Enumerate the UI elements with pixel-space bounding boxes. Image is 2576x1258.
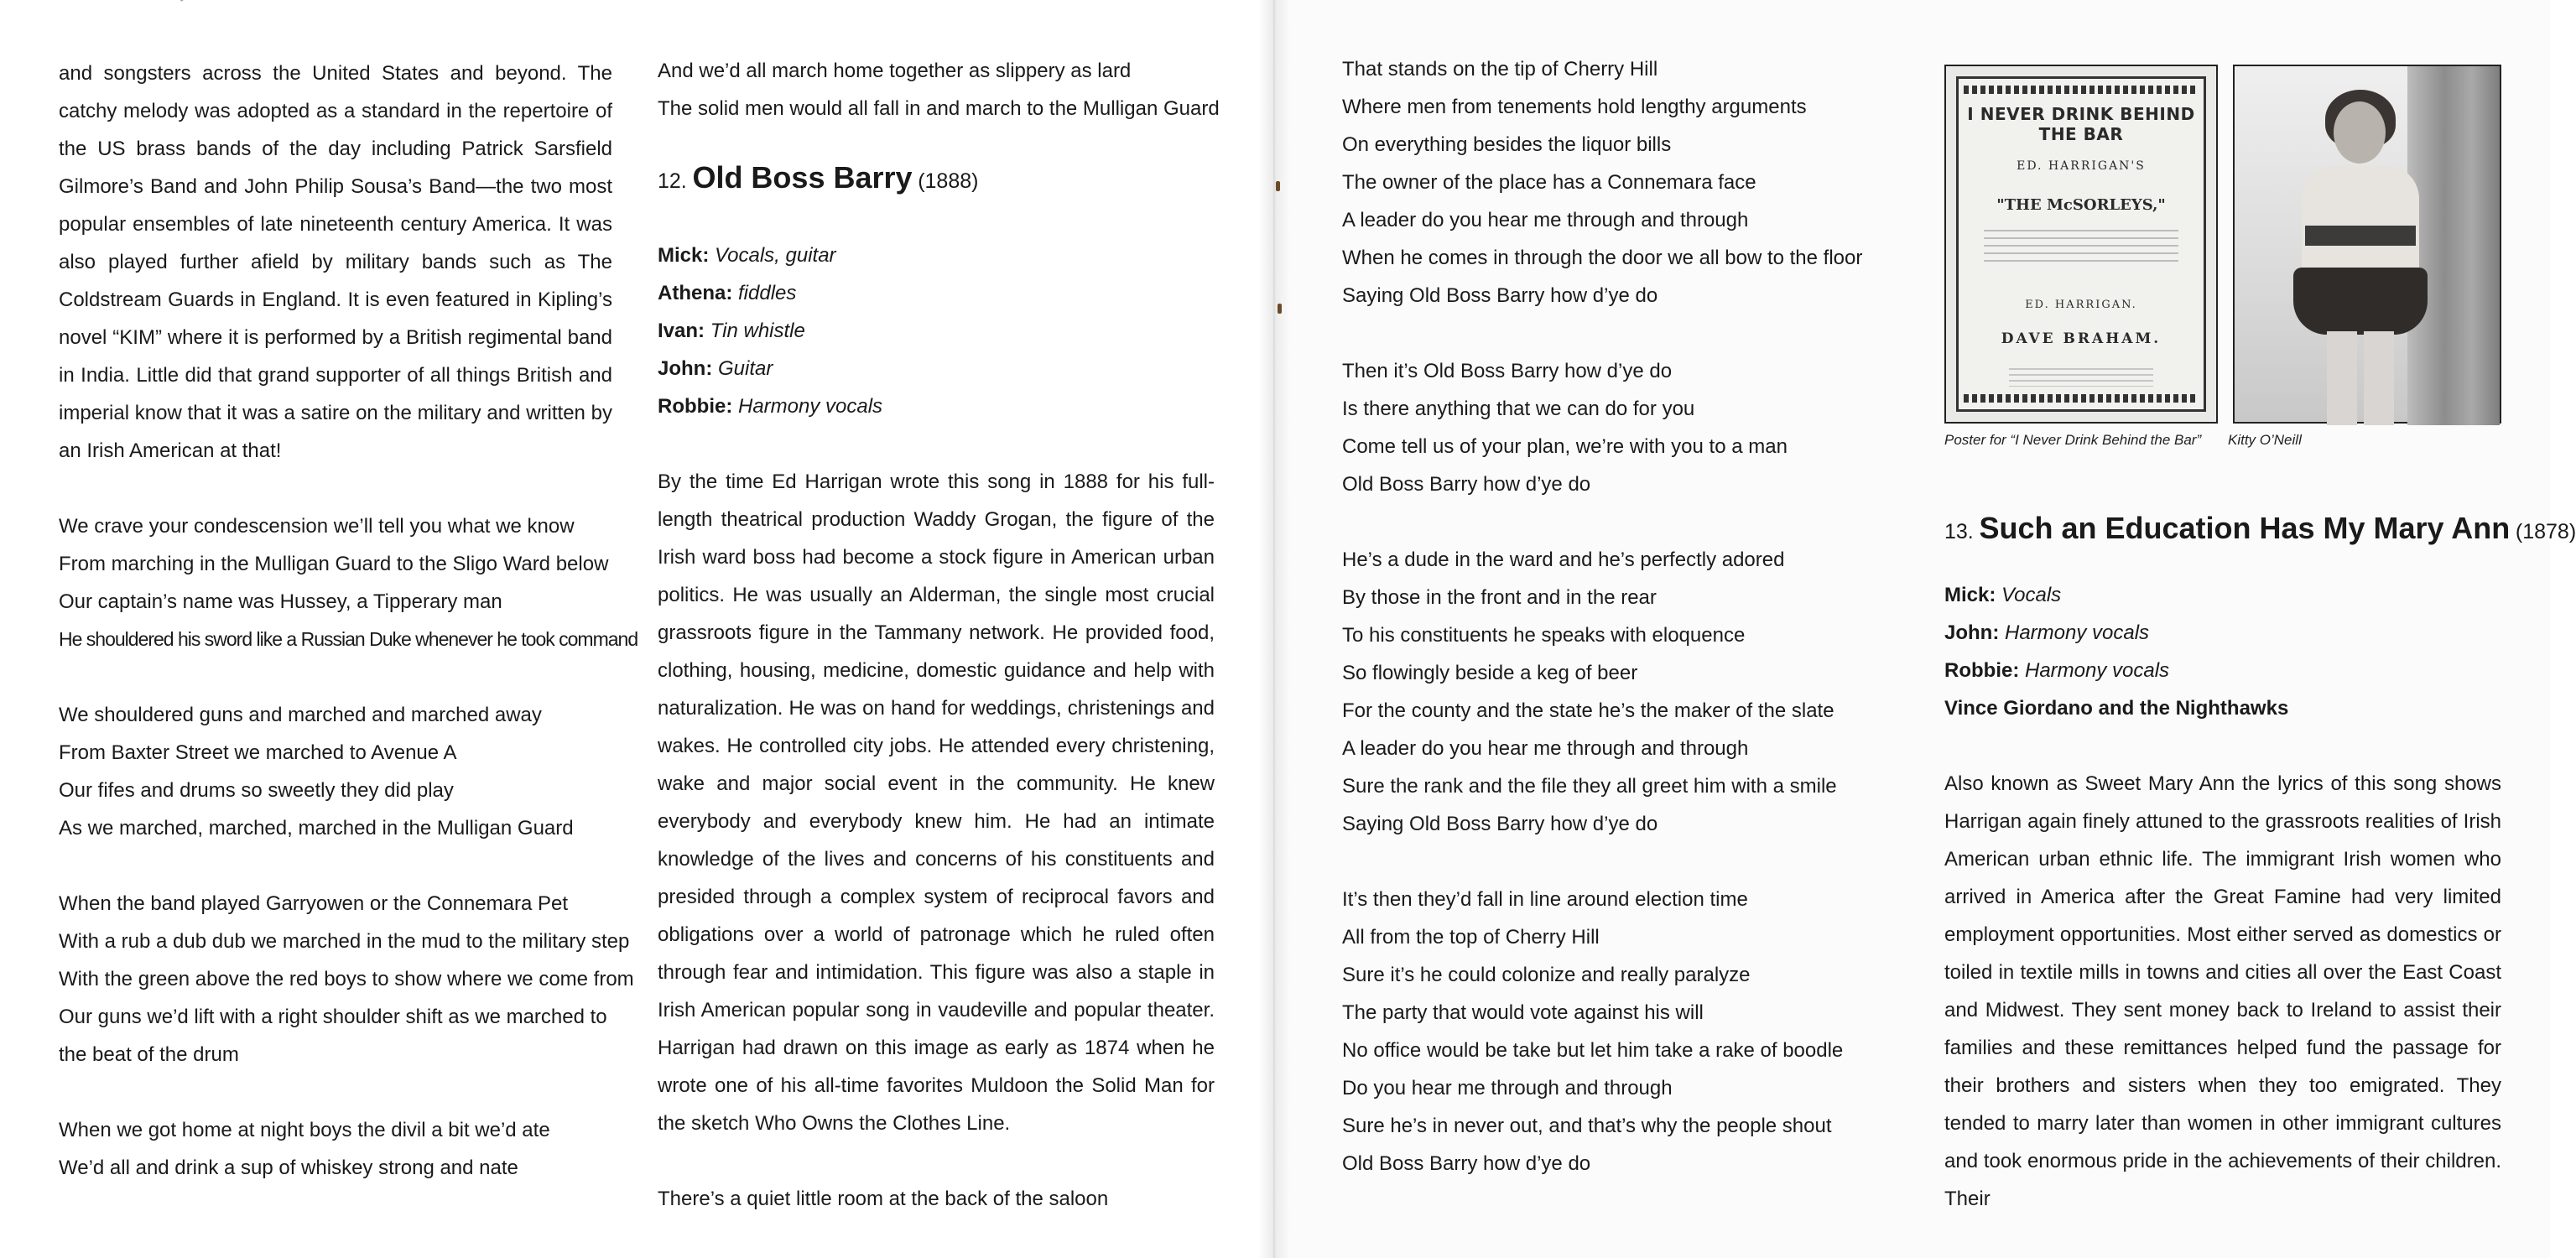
performer-role: Vocals xyxy=(2001,584,2062,606)
lyric-line: Sure he’s in never out, and that’s why the people shout xyxy=(1342,1115,1832,1137)
intro-paragraph: and songsters across the United States and beyond. The catchy melody was adopted as a standard in the repertoire of the US brass bands of the day including Patrick Sarsfield Gilmore’s Band and John Philip Sousa’s Band—the two most popular ensembles of late nineteenth century America. It was also played further afield by military bands such as The Coldstream Guards in England. It is even featured in Kipling’s novel “KIM” where it is performed by a British regimental band in India. Little did that grand supporter of all things British and imperial know that it was a satire on the military and written by an Irish American at that! xyxy=(59,62,612,462)
lyric-line: Saying Old Boss Barry how d’ye do xyxy=(1342,284,1658,307)
song-title: Old Boss Barry xyxy=(692,160,913,195)
photo-skirt xyxy=(2293,268,2428,335)
song-number: 13. xyxy=(1944,520,1974,543)
lyric-line: When he comes in through the door we all bow to the floor xyxy=(1342,247,1863,269)
lyric-line: Then it’s Old Boss Barry how d’ye do xyxy=(1342,360,1673,382)
lyric-line: From Baxter Street we marched to Avenue A xyxy=(59,741,457,764)
lyrics-stanza xyxy=(59,696,612,847)
performer-name: John: xyxy=(658,357,713,380)
performer-credits xyxy=(658,237,1215,425)
lyrics-stanza xyxy=(1342,50,1879,314)
lyrics-stanza xyxy=(1342,352,1879,503)
lyric-line: The owner of the place has a Connemara face xyxy=(1342,171,1756,194)
poster-frame xyxy=(1956,76,2206,412)
photo-sash xyxy=(2305,226,2416,246)
lyric-line: To his constituents he speaks with eloquence xyxy=(1342,624,1746,647)
lyric-line: Where men from tenements hold lengthy arguments xyxy=(1342,96,1807,118)
song-number: 12. xyxy=(658,169,687,193)
credit-line xyxy=(1944,652,2501,689)
lyric-line: Our guns we’d lift with a right shoulder shift as we marched to xyxy=(59,1006,607,1028)
lyrics-stanza xyxy=(1342,541,1879,843)
credit-line xyxy=(1944,576,2501,614)
song-title: Such an Education Has My Mary Ann xyxy=(1979,511,2511,545)
lyric-line: So flowingly beside a keg of beer xyxy=(1342,662,1638,684)
portrait-photo xyxy=(2233,65,2501,424)
credit-line xyxy=(658,350,1215,387)
page-gutter xyxy=(1258,0,1290,1258)
column-2 xyxy=(658,52,1220,1255)
column-3 xyxy=(1342,50,1879,1220)
lyric-line: The solid men would all fall in and march to the Mulligan Guard xyxy=(658,97,1220,120)
lyric-line: Old Boss Barry how d’ye do xyxy=(1342,1152,1591,1175)
lyric-line: A leader do you hear me through and through xyxy=(1342,209,1749,231)
column-1 xyxy=(59,55,638,1224)
performer-name: Mick: xyxy=(1944,584,1996,606)
poster-fine-print xyxy=(2009,368,2153,387)
lyric-line: When we got home at night boys the divil a bit we’d ate xyxy=(59,1119,550,1141)
performer-name: Mick: xyxy=(658,244,710,267)
lyric-line: Sure the rank and the file they all greet him with a smile xyxy=(1342,775,1837,798)
lyric-line: That stands on the tip of Cherry Hill xyxy=(1342,58,1658,81)
lyric-line: Old Boss Barry how d’ye do xyxy=(1342,473,1591,496)
band-credit: Vince Giordano and the Nighthawks xyxy=(1944,697,2289,720)
sheet-music-poster xyxy=(1944,65,2218,424)
lyric-line: Do you hear me through and through xyxy=(1342,1077,1673,1099)
performer-credits xyxy=(1944,576,2501,727)
lyric-line: Come tell us of your plan, we’re with you to a man xyxy=(1342,435,1788,458)
performer-role: Harmony vocals xyxy=(2025,659,2170,682)
lyric-line: He shouldered his sword like a Russian Duke whenever he took command xyxy=(59,628,638,650)
credit-line xyxy=(1944,614,2501,652)
lyric-line: Saying Old Boss Barry how d’ye do xyxy=(1342,813,1658,835)
photo-caption: Kitty O’Neill xyxy=(2228,432,2302,448)
lyrics-stanza xyxy=(59,1111,612,1187)
lyrics-stanza xyxy=(59,507,638,658)
performer-role: Tin whistle xyxy=(710,320,805,342)
image-pair xyxy=(1944,65,2501,425)
lyric-line: All from the top of Cherry Hill xyxy=(1342,926,1600,949)
performer-role: fiddles xyxy=(738,282,797,304)
performer-name: Ivan: xyxy=(658,320,705,342)
binding-mark xyxy=(1278,304,1282,314)
photo-blouse xyxy=(2302,165,2419,283)
lyric-line: Our fifes and drums so sweetly they did play xyxy=(59,779,454,802)
lyric-line: When the band played Garryowen or the Connemara Pet xyxy=(59,892,569,915)
lyric-line: We shouldered guns and marched and marched away xyxy=(59,704,542,726)
lyrics-stanza xyxy=(1342,881,1879,1183)
lyric-line: He’s a dude in the ward and he’s perfectly adored xyxy=(1342,548,1785,571)
photo-face xyxy=(2334,101,2386,164)
performer-role: Guitar xyxy=(718,357,773,380)
body-paragraph: By the time Ed Harrigan wrote this song in 1888 for his full-length theatrical production Waddy Grogan, the figure of the Irish ward boss had become a stock figure in American urban politics. He was usually an Alderman, the single most crucial grassroots figure in the Tammany network. He provided food, clothing, housing, medicine, domestic guidance and help with naturalization. He was on hand for weddings, christenings and wakes. He controlled city jobs. He attended every christening, wake and major social event in the community. He knew everybody and everybody knew him. He had an intimate knowledge of the lives and concerns of his constituents and presided through a complex system of reciprocal favors and obligations over a world of patronage which he ruled often through fear and intimidation. This figure was also a staple in Irish American popular song in vaudeville and popular theater. Harrigan had drawn on this image as early as 1874 when he wrote one of his all-time favorites Muldoon the Solid Man for the sketch Who Owns the Clothes Line. xyxy=(658,470,1215,1135)
song-heading xyxy=(1944,503,2576,558)
lyric-line: We crave your condescension we’ll tell you what we know xyxy=(59,515,575,538)
poster-line: "THE McSORLEYS," xyxy=(1996,196,2166,214)
lyric-line: With the green above the red boys to show where we come from xyxy=(59,968,634,990)
performer-role: Vocals, guitar xyxy=(715,244,836,267)
credit-line xyxy=(658,274,1215,312)
poster-border xyxy=(1964,86,2199,94)
lyric-line: For the county and the state he’s the maker of the slate xyxy=(1342,699,1834,722)
lyric-line: As we marched, marched, marched in the Mulligan Guard xyxy=(59,817,574,840)
poster-line: ED. HARRIGAN'S xyxy=(2017,159,2146,173)
lyric-line: We’d all and drink a sup of whiskey strong and nate xyxy=(59,1157,518,1179)
performer-name: Athena: xyxy=(658,282,733,304)
lyric-line: With a rub a dub dub we marched in the mud to the military step xyxy=(59,930,630,953)
poster-caption: Poster for “I Never Drink Behind the Bar” xyxy=(1944,432,2202,448)
credit-line xyxy=(658,312,1215,350)
performer-name: Robbie: xyxy=(1944,659,2020,682)
poster-line: ED. HARRIGAN. xyxy=(2025,299,2137,311)
song-year: (1878) xyxy=(2515,520,2576,543)
performer-name: John: xyxy=(1944,621,2000,644)
lyric-line: Our captain’s name was Hussey, a Tipperary man xyxy=(59,590,502,613)
credit-line xyxy=(658,387,1215,425)
lyric-line: From marching in the Mulligan Guard to the Sligo Ward below xyxy=(59,553,609,575)
lyric-line: A leader do you hear me through and through xyxy=(1342,737,1749,760)
lyrics-stanza xyxy=(658,1180,1215,1218)
lyric-line: By those in the front and in the rear xyxy=(1342,586,1657,609)
song-heading xyxy=(658,153,1215,207)
body-paragraph: Also known as Sweet Mary Ann the lyrics of this song shows Harrigan again finely attuned to the grassroots realities of Irish American urban ethnic life. The immigrant Irish women who arrived in America after the Great Famine had very limited employment opportunities. Most either served as domestics or toiled in textile mills in towns and cities all over the East Coast and Midwest. They sent money back to Ireland to assist their families and these remittances helped fund the passage for their brothers and sisters when they too emigrated. They tended to marry later than women in other immigrant cultures and took enormous pride in the achievements of their children. Their xyxy=(1944,772,2501,1210)
lyric-line: It’s then they’d fall in line around election time xyxy=(1342,888,1748,911)
binding-mark xyxy=(1276,181,1280,191)
lyric-line: On everything besides the liquor bills xyxy=(1342,133,1672,156)
performer-role: Harmony vocals xyxy=(738,395,883,418)
lyrics-stanza xyxy=(59,885,634,1073)
lyric-line: Sure it’s he could colonize and really paralyze xyxy=(1342,964,1751,986)
photo-legs xyxy=(2327,331,2394,425)
poster-border xyxy=(1964,394,2199,403)
lyric-line: Is there anything that we can do for you xyxy=(1342,398,1695,420)
poster-title: I NEVER DRINK BEHIND THE BAR xyxy=(1967,104,2195,144)
song-year: (1888) xyxy=(918,169,979,193)
poster-line: DAVE BRAHAM. xyxy=(2001,330,2162,347)
performer-role: Harmony vocals xyxy=(2005,621,2150,644)
lyric-line: And we’d all march home together as slippery as lard xyxy=(658,60,1132,82)
performer-name: Robbie: xyxy=(658,395,733,418)
lyric-line: the beat of the drum xyxy=(59,1043,239,1066)
lyric-line: No office would be take but let him take a rake of boodle xyxy=(1342,1039,1844,1062)
lyrics-stanza xyxy=(658,52,1220,127)
photo-drape xyxy=(2407,66,2500,425)
credit-line xyxy=(658,237,1215,274)
lyric-line: There’s a quiet little room at the back of the saloon xyxy=(658,1188,1109,1210)
poster-fine-print xyxy=(1984,230,2178,267)
lyric-line: The party that would vote against his will xyxy=(1342,1001,1704,1024)
column-4 xyxy=(1944,503,2576,1218)
